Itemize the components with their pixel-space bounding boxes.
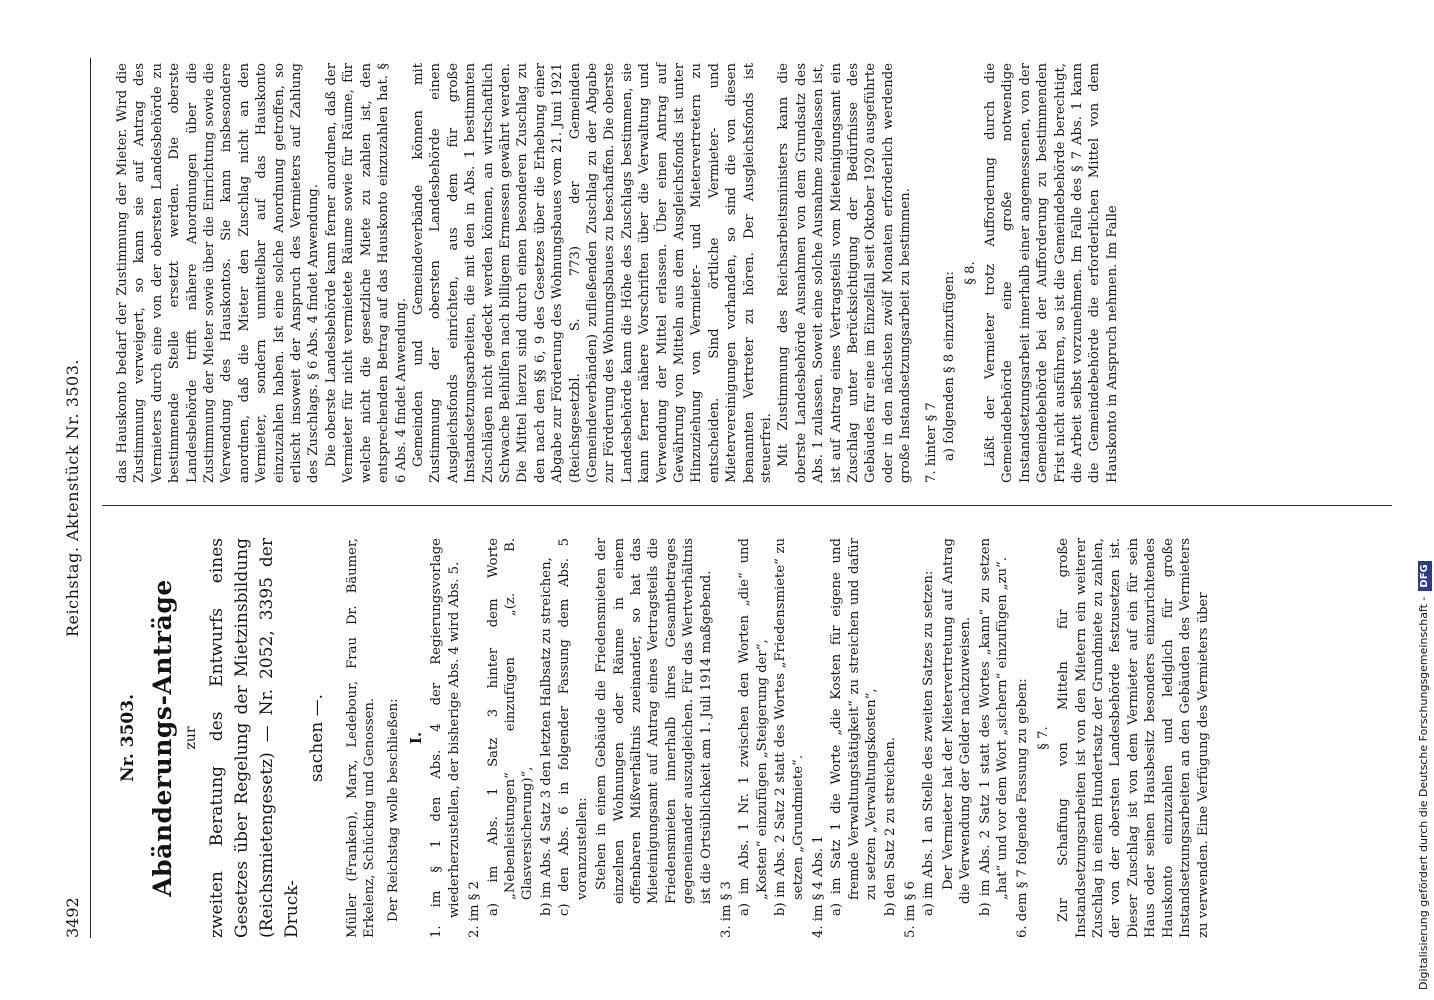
item-1: 1. im § 1 den Abs. 4 der Regierungsvorlage wiederherzustellen, der bisherige Abs. 4 wird Abs. 5. [429,538,462,938]
paragraph-2: Die oberste Landesbehörde kann ferner anordnen, daß der Vermieter für nicht vermietete Räume sowie für Räume, für welche nicht die gesetzliche Miete zu zahlen ist, den entsprechenden Betrag auf das Hauskonto einzuzahlen hat. § 6 Abs. 4 findet Anwendung. [323,63,409,483]
item-5a: a) im Abs. 1 an Stelle des zweiten Satzes zu setzen: [921,570,937,916]
section-7-text: Zur Schaffung von Mitteln für große Instandsetzungsarbeiten ist von den Mietern ein weiterer Zuschlag in einem Hundertsatz der Grundmiete zu zahlen, der von der obersten Landesbehörde festzusetzen ist. Dieser Zuschlag ist von dem Vermieter auf ein für sein Haus oder seinen Hausbesitz besonders einzurichtendes Hauskonto einzuzahlen und lediglich für große Instandsetzungsarbeiten an den Gebäuden des Vermieters zu verwenden. Eine Verfügung des Vermieters über [1056,538,1211,938]
item-2c: c) den Abs. 6 in folgender Fassung dem Abs. 5 voranzustellen: [557,538,590,916]
title-connector: zur [183,726,200,750]
credit-text: Digitalisierung gefördert durch die Deutsche Forschungsgemeinschaft - [1417,596,1430,990]
item-2c-quote: Stehen in einem Gebäude die Friedensmieten der einzelnen Wohnungen oder Räume in einem offenbaren Mißverhältnis zueinander, so hat das Mieteinigungsamt auf Antrag eines Vertragsteils die Friedensmieten innerhalb ihres Gesamtbetrages gegeneinander auszugleichen. Für das Wertverhältnis ist die Ortsüblichkeit am 1. Juli 1914 maßgebend. [594,538,714,904]
document-title: Abänderungs-Anträge [148,579,178,897]
item-2a: a) im Abs. 1 Satz 3 hinter dem Worte „Nebenleistungen“ einzufügen „(z. B. Glasversicherung)“, [485,538,536,916]
column-separator [102,505,1392,506]
item-2b: b) im Abs. 4 Satz 3 den letzten Halbsatz zu streichen, [538,557,554,916]
digitization-credit [1415,0,1433,990]
dfg-logo: DFG [1418,561,1432,590]
section-heading-8: § 8. [962,261,978,285]
item-4a: a) im Satz 1 die Worte „die Kosten für eigene und fremde Verwaltungstätigkeit“ zu streichen und dafür zu setzen „Verwaltungskosten“, [829,538,880,916]
item-4b: b) den Satz 2 zu streichen. [882,736,898,916]
item-5b: b) im Abs. 2 Satz 1 statt des Wortes „kann“ zu setzen „hat“ und vor dem Wort „sichern“ einzufügen „zu“. [977,538,1011,916]
paragraph-1: das Hauskonto bedarf der Zustimmung der Mieter. Wird die Zustimmung verweigert, so kann sie auf Antrag des Vermieters durch eine von der obersten Landesbehörde zu bestimmende Stelle ersetzt werden. Die oberste Landesbehörde trifft nähere Anordnungen über die Zustimmung der Mieter sowie über die Einrichtung sowie die Verwendung des Hauskontos. Sie kann insbesondere anordnen, daß die Mieter den Zuschlag nicht an den Vermieter, sondern unmittelbar auf das Hauskonto einzuzahlen haben. Ist eine solche Anordnung getroffen, so erlischt insoweit der Anspruch des Vermieters auf Zahlung des Zuschlags. § 6 Abs. 4 findet Anwendung. [115,63,322,483]
document-subtitle: zweiten Beratung des Entwurfs eines Gesetzes über Regelung der Mietzinsbildung (Reichsmietengesetz) — Nr. 2052, 3395 der Druck- [206,538,302,938]
running-title: Reichstag. Aktenstück Nr. 3503. [63,359,82,637]
item-5a-quote: Der Vermieter hat der Mietervertretung auf Antrag die Verwendung der Gelder nachzuweisen. [940,538,974,904]
item-3: 3. im § 3 [718,881,734,938]
running-head [62,58,88,938]
sponsors: Müller (Franken), Marx, Ledebour, Frau Dr. Bäumer, Erkelenz, Schücking und Genossen. [344,538,378,938]
left-column [114,538,1394,938]
item-2: 2. im § 2 [467,881,483,938]
document-page [62,58,1402,938]
paragraph-4: Mit Zustimmung des Reichsarbeitsministers kann die oberste Landesbehörde Ausnahmen von dem Grundsatz des Abs. 1 zulassen. Soweit eine solche Ausnahme zugelassen ist, ist auf Antrag eines Vertragsteils vom Mieteinigungsamt ein Zuschlag unter Berücksichtigung der Bedürfnisse des Gebäudes für eine im Einzelfall seit Oktober 1920 ausgeführte oder in den nächsten zwölf Monaten erforderlich werdende große Instandsetzungsarbeit zu bestimmen. [776,63,914,483]
item-6: 6. dem § 7 folgende Fassung zu geben: [1015,678,1031,938]
intro-text: Der Reichstag wolle beschließen: [385,698,401,922]
paragraph-3: Gemeinden und Gemeindeverbände können mit Zustimmung der obersten Landesbehörde einen Ausgleichsfonds einrichten, aus dem für große Instandsetzungsarbeiten, die mit den in Abs. 1 bestimmten Zuschlägen nicht gedeckt werden können, an wirtschaftlich Schwache Beihilfen nach billigem Ermessen gewährt werden. Die Mittel hierzu sind durch einen besonderen Zuschlag zu den nach den §§ 6, 9 des Gesetzes über die Erhebung einer Abgabe zur Förderung des Wohnungsbaues vom 21. Juni 1921 (Reichsgesetzbl. S. 773) der Gemeinden (Gemeindeverbänden) zufließenden Zuschlag zu der Abgabe zur Förderung des Wohnungsbaues zu beschaffen. Die oberste Landesbehörde kann die Höhe des Zuschlags bestimmen, sie kann ferner nähere Vorschriften über die Verwaltung und Verwendung der Mittel erlassen. Über einen Antrag auf Gewährung von Mitteln aus dem Ausgleichsfonds ist unter Hinzuziehung von Vermieter- und Mietervertretern zu entscheiden. Sind örtliche Vermieter- und Mietervereinigungen vorhanden, so sind die von diesen benannten Vertreter zu hören. Der Ausgleichsfonds ist steuerfrei. [410,63,775,483]
item-7: 7. hinter § 7 [923,402,939,483]
item-4: 4. im § 4 Abs. 1 [810,835,826,938]
right-column [114,63,1394,483]
item-3a: a) im Abs. 1 Nr. 1 zwischen den Worten „die“ und „Kosten“ einzufügen „Steigerung der“, [737,538,770,916]
item-5: 5. im § 6 [903,881,918,938]
document-number: Nr. 3503. [118,694,138,783]
document-subtitle-end: sachen —. [306,693,327,783]
section-8-text: Läßt der Vermieter trotz Aufforderung durch die Gemeindebehörde eine große notwendige Instandsetzungsarbeit innerhalb einer angemessenen, von der Gemeindebehörde bei der Aufforderung zu bestimmenden Frist nicht ausführen, so ist die Gemeindebehörde berechtigt, die Arbeit selbst vorzunehmen. Im Falle des § 7 Abs. 1 kann die Gemeindebehörde die erforderlichen Mittel von dem Hauskonto in Anspruch nehmen. Im Falle [982,63,1120,483]
page-number: 3492 [63,897,82,938]
section-roman: I. [407,731,426,745]
section-heading-7: § 7. [1035,726,1051,750]
item-7a: a) folgenden § 8 einzufügen: [942,271,958,461]
item-3b: b) im Abs. 2 Satz 2 statt des Wortes „Friedensmiete“ zu setzen „Grundmiete“. [773,538,806,916]
header-rule [90,58,91,938]
